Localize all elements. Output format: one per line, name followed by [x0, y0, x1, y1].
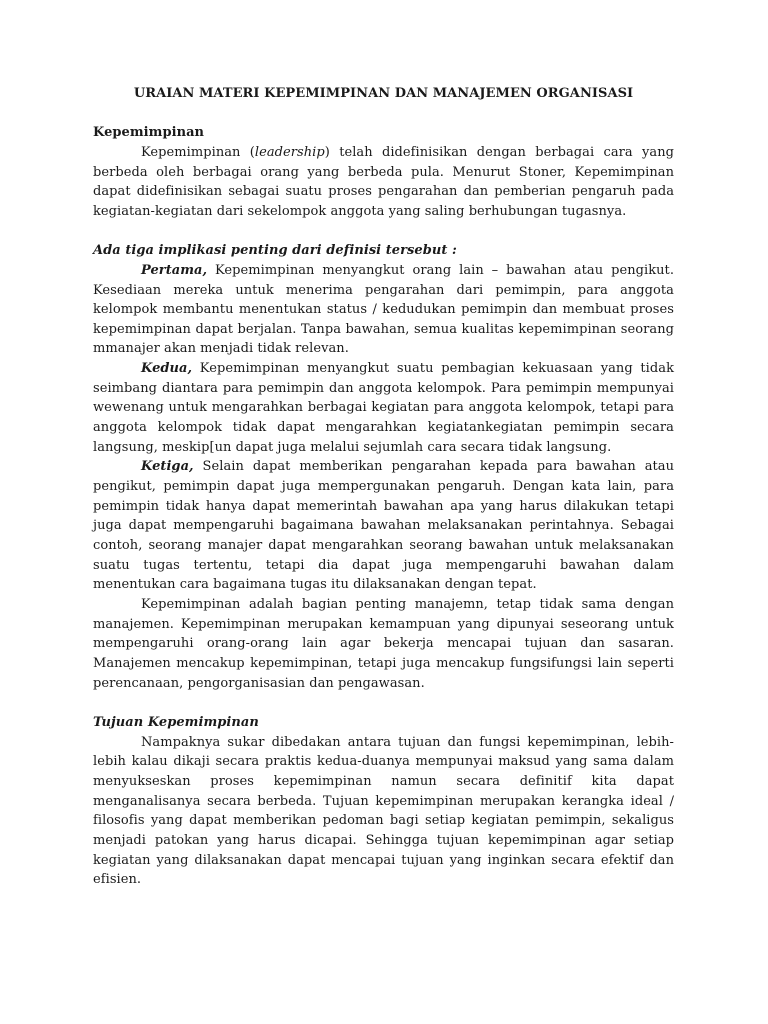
lead-label: Pertama, [141, 262, 208, 278]
paragraph-pertama [93, 261, 674, 359]
section-heading-tujuan: Tujuan Kepemimpinan [93, 714, 259, 730]
lead-label: Kedua, [141, 361, 193, 377]
spacer [93, 222, 674, 242]
document-title: URAIAN MATERI KEPEMIMPINAN DAN MANAJEMEN ORGANISASI [133, 86, 634, 101]
lead-label: Ketiga, [141, 459, 194, 475]
section-heading-implikasi: Ada tiga implikasi penting dari definisi tersebut : [93, 243, 457, 259]
italic-term: leadership [254, 144, 325, 160]
paragraph-definition [93, 143, 674, 222]
spacer [93, 104, 674, 124]
document-page [93, 84, 674, 890]
paragraph-manajemen: Kepemimpinan adalah bagian penting manajemn, tetap tidak sama dengan manajemen. Kepemimpinan merupakan kemampuan yang dipunyai seseorang untuk mempengaruhi orang-orang lain agar bekerja mencapai tujuan dan sasaran. Manajemen mencakup kepemimpinan, tetapi juga mencakup fungsifungsi lain seperti perencanaan, pengorganisasian dan pengawasan. [93, 597, 674, 691]
text-run: ) telah didefinisikan dengan berbagai cara yang berbeda oleh berbagai orang yang berbeda pula. Menurut Stoner, Kepemimpinan dapat didefinisikan sebagai suatu proses pengarahan dan pemberian pengaruh pada kegiatan-kegiatan dari sekelompok anggota yang saling berhubungan tugasnya. [93, 144, 674, 219]
paragraph-ketiga [93, 457, 674, 595]
text-run: Kepemimpinan menyangkut orang lain – bawahan atau pengikut. Kesediaan mereka untuk menerima pengarahan dari pemimpin, para anggota kelompok membantu menentukan status / kedudukan pemimpin dan membuat proses kepemimpinan dapat berjalan. Tanpa bawahan, semua kualitas kepemimpinan seorang mmanajer akan menjadi tidak relevan. [93, 262, 674, 357]
text-run: Kepemimpinan ( [141, 144, 255, 160]
section-heading-kepemimpinan: Kepemimpinan [93, 125, 205, 141]
text-run: Selain dapat memberikan pengarahan kepada para bawahan atau pengikut, pemimpin dapat juga mempergunakan pengaruh. Dengan kata lain, para pemimpin tidak hanya dapat memerintah bawahan apa yang harus dilakukan tetapi juga dapat mempengaruhi bagaimana bawahan melaksanakan perintahnya. Sebagai contoh, seorang manajer dapat mengarahkan seorang bawahan untuk melaksanakan suatu tugas tertentu, tetapi dia dapat juga mempengaruhi bawahan dalam menentukan cara bagaimana tugas itu dilaksanakan dengan tepat. [93, 459, 674, 593]
paragraph-kedua [93, 359, 674, 457]
text-run: Kepemimpinan menyangkut suatu pembagian kekuasaan yang tidak seimbang diantara para pemimpin dan anggota kelompok. Para pemimpin mempunyai wewenang untuk mengarahkan berbagai kegiatan para anggota kelompok, tetapi para anggota kelompok tidak dapat mengarahkan kegiatankegiatan pemimpin secara langsung, meskip[un dapat juga melalui sejumlah cara secara tidak langsung. [93, 361, 674, 455]
spacer [93, 693, 674, 713]
paragraph-tujuan: Nampaknya sukar dibedakan antara tujuan dan fungsi kepemimpinan, lebih-lebih kalau dikaji secara praktis kedua-duanya mempunyai maksud yang sama dalam menyukseskan proses kepemimpinan namun secara definitif kita dapat menganalisanya secara berbeda. Tujuan kepemimpinan merupakan kerangka ideal / filosofis yang dapat memberikan pedoman bagi setiap kegiatan pemimpin, sekaligus menjadi patokan yang harus dicapai. Sehingga tujuan kepemimpinan agar setiap kegiatan yang dilaksanakan dapat mencapai tujuan yang inginkan secara efektif dan efisien. [93, 734, 674, 888]
